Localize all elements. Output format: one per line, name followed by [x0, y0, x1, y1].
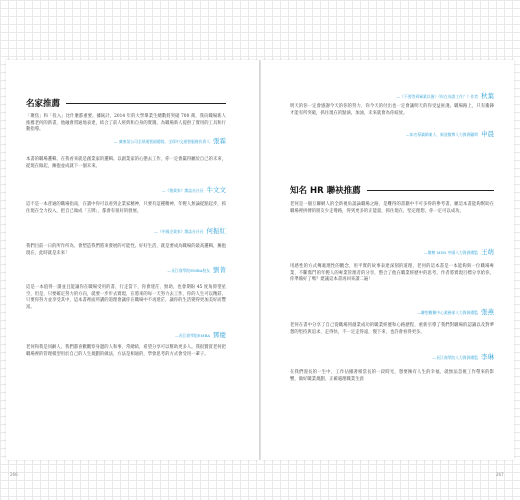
- left-block-3-credit: [26, 226, 226, 235]
- left-block-3-org: —《中國企業家》雜誌社社長: [154, 229, 204, 234]
- left-block-4-name: 劉菁: [213, 266, 226, 274]
- right-top-second-name: 申晨: [481, 130, 494, 138]
- left-block-3-text: 這不是一本普通的職場指南，在讀中你可以看到企業家精神，只要有這種精神，年輕人無論從點起步，抓住現在全力投入，把自己做成「王牌」，都會有很好的發展。: [26, 202, 226, 214]
- left-block-2-org: —《創業家》雜誌社社長: [161, 188, 204, 193]
- right-block-3-credit: [290, 352, 494, 361]
- right-page-number: 267: [496, 472, 504, 477]
- right-page: [261, 60, 514, 460]
- right-top-second-org: —知名導讀師兼人、新浪微博人力資源顧問: [405, 132, 478, 137]
- right-section-heading: [290, 184, 494, 196]
- right-top-second-credit: [290, 129, 494, 138]
- left-block-4-text: 我們目前一日的所作所為，會塑造我們將來發展的可能性。好好生活，就是要成為職場的最高邏輯，擁抱現在，此時就是未來！: [26, 244, 226, 256]
- right-block-3-name: 李琳: [481, 353, 494, 361]
- left-block-1-name: 張霖: [213, 137, 226, 145]
- left-page-number: 266: [10, 472, 18, 477]
- left-block-1-text: 「聚焦」和「投入」比什麼都重要。據統計，2014 年的大學畢業生總數將突破 700 萬，我向職場新人推薦老何的新書，他融會貫通地表達，結合了前人經典和自身的實踐，為職場新人提供了實用的工具和行動指導。: [26, 114, 226, 133]
- right-section-title: 知名 HR 聯袂推薦: [290, 186, 361, 196]
- left-block-3-name: 何振紅: [206, 227, 226, 235]
- right-block-2-org: —聯想數據中心業務部人力資源總監: [417, 310, 478, 315]
- right-block-1-org: —微軟 MSN 中國人力資源總監: [424, 250, 478, 255]
- left-block-1-org: — 廣東某公司全球運營副總裁、全球中文運營服務負責人: [113, 139, 210, 144]
- left-block-5-text: 這是一本值得一讀並且能讓你在職場受用的書，行走當下，你會迷茫、無助，也會期盼 45 度角仰望星空，但是，只要確定努力的方向，就要一步步去實現，在將來的每一天努力去工作，你的人生可以精彩，只要你努力並享受其中，這本書裡面所講的道理會讓你在職場中不再迷茫，讓你的生活變得更加美好而豐富。: [26, 285, 226, 310]
- left-block-4-org: —長江商學院EMBA校友: [167, 268, 210, 273]
- right-top-credit-name: 秋葉: [481, 92, 494, 100]
- left-block-5-org: —長江商學院EMBA: [175, 333, 210, 338]
- left-section-title: 名家推薦: [26, 99, 61, 109]
- left-heading-rule: [66, 103, 226, 104]
- right-top-credit: [290, 91, 494, 100]
- left-block-2-credit: [26, 185, 226, 194]
- left-block-2-name: 牛文文: [206, 186, 226, 194]
- right-block-1-credit: [290, 247, 494, 256]
- right-block-2-name: 張燕: [481, 308, 494, 316]
- left-section-heading: [26, 97, 226, 109]
- right-block-4-text: 在我們漫長的一生中，工作佔據著相當長的一段時光，想要擁有人生的幸福，就無法忽視工作帶來的影響，做好職業規劃，正確處理職業生涯: [290, 370, 494, 382]
- left-block-1-credit: [26, 136, 226, 145]
- right-block-3-text: 老何在書中分享了自己從職場到創業成功的職業經歷和心路歷程，重新引導了我們對職場的認識以及對夢想的堅持與追求，走得快，不一定走得遠，慢下來，也許會看得更多。: [290, 323, 494, 335]
- left-block-5-credit: [26, 330, 226, 339]
- right-block-1-name: 王萌: [481, 248, 494, 256]
- right-block-3-org: —長江商學院人力資源總監: [432, 355, 478, 360]
- right-top-text: 明天的你一定會感謝今天的你的努力，你今天的付出也一定會讓明天的你受益匪淺。職場路上，只有衝鋒才能有所突破，抓住現在的點滴，加油，未來就會為你綻放。: [290, 104, 494, 116]
- right-block-2-text: 用感性的方式傳遞理性的觀念，用平實的故事表達深刻的道理，老何的這本書是一本能夠與一位職場專業、不斷奮鬥的年輕人的專業管理者的分享，整合了他在職業經歷中的思考，作者將實現目標分享給你，你準備好了嗎？建議這本書再回來讀二遍！: [290, 264, 494, 283]
- left-block-6-text: 老何和我是同齡人，我們都喜歡觀察身邊的人和事，常總結，希望分享可以幫助更多人。我很贊賞老何把職場裡的管理模型用於自己的人生規劃的做法，方法是相通的，學會思考的方式會受用一輩子。: [26, 345, 226, 357]
- left-block-4-credit: [26, 265, 226, 274]
- left-block-5-name: 鄧慶: [213, 331, 226, 339]
- left-block-2-text: 本書的職場邏輯，在我看來就是創業家的邏輯。以創業家的心態去工作，你一定會贏得屬於自己的未來，從現在做起，擁抱並成就下一個未來。: [26, 157, 226, 169]
- right-top-credit-org: —《不要等到畢業以後》《你在為誰工作？》作者: [396, 94, 478, 99]
- right-block-1-text: 老何是一個互聯網人的全新視角談論職場之路，是難得的書籍中不可多得的參考書，願這本書能夠幫助在職場裡拼搏的朋友少走彎路，得到更多的正能量，抓住現在，堅定理想，你一定可以成功。: [290, 202, 494, 214]
- right-heading-rule: [367, 190, 494, 191]
- right-block-2-credit: [290, 307, 494, 316]
